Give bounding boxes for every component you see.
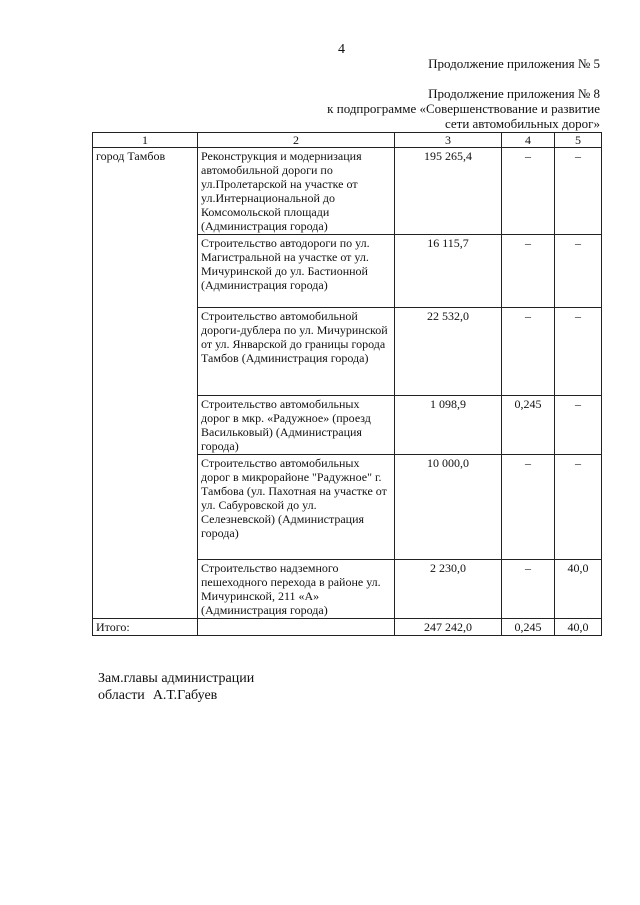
- signature-block: [98, 670, 254, 704]
- row-description: Строительство автомобильной дороги-дублера по ул. Мичуринской от ул. Январской до границы города Тамбов (Администрация города): [198, 308, 395, 396]
- header-subprogram-line1: к подпрограмме «Совершенствование и развитие: [327, 101, 600, 116]
- header-subprogram-line2: сети автомобильных дорог»: [444, 116, 600, 131]
- total-empty-cell: [198, 619, 395, 636]
- row-description: Реконструкция и модернизация автомобильной дороги по ул.Пролетарской на участке от ул.Интернациональной до Комсомольской площади (Администрация города): [198, 148, 395, 235]
- column-header: 4: [502, 133, 555, 148]
- row-value-col3: 1 098,9: [395, 396, 502, 455]
- total-label: Итого:: [93, 619, 198, 636]
- row-value-col4: –: [502, 560, 555, 619]
- program-table: [92, 132, 602, 636]
- column-header: 2: [198, 133, 395, 148]
- total-value-col3: 247 242,0: [395, 619, 502, 636]
- row-value-col3: 10 000,0: [395, 455, 502, 560]
- row-value-col3: 2 230,0: [395, 560, 502, 619]
- row-value-col3: 16 115,7: [395, 235, 502, 308]
- municipality-cell: город Тамбов: [93, 148, 198, 619]
- row-value-col4: –: [502, 308, 555, 396]
- page-number: 4: [338, 42, 345, 57]
- column-header: 1: [93, 133, 198, 148]
- signature-position-line2: области: [98, 688, 145, 703]
- total-row: [93, 619, 602, 636]
- row-value-col4: 0,245: [502, 396, 555, 455]
- header-continuation-8: Продолжение приложения № 8: [428, 86, 600, 101]
- signature-position-line1: Зам.главы администрации: [98, 671, 255, 686]
- header-continuation-8-block: [327, 86, 600, 131]
- row-value-col5: 40,0: [555, 560, 602, 619]
- row-value-col4: –: [502, 148, 555, 235]
- total-value-col5: 40,0: [555, 619, 602, 636]
- row-description: Строительство автомобильных дорог в микрорайоне "Радужное" г. Тамбова (ул. Пахотная на участке от ул. Сабуровской до ул. Селезневской) (Администрация города): [198, 455, 395, 560]
- table-header-row: [93, 133, 602, 148]
- column-header: 3: [395, 133, 502, 148]
- row-value-col5: –: [555, 308, 602, 396]
- column-header: 5: [555, 133, 602, 148]
- row-value-col3: 195 265,4: [395, 148, 502, 235]
- row-value-col4: –: [502, 235, 555, 308]
- row-value-col5: –: [555, 455, 602, 560]
- header-continuation-5: Продолжение приложения № 5: [428, 56, 600, 71]
- signature-name: А.Т.Габуев: [152, 688, 218, 703]
- table-row: [93, 148, 602, 235]
- row-value-col5: –: [555, 148, 602, 235]
- row-description: Строительство автомобильных дорог в мкр. «Радужное» (проезд Васильковый) (Администрация города): [198, 396, 395, 455]
- row-description: Строительство надземного пешеходного перехода в районе ул. Мичуринской, 211 «А» (Администрация города): [198, 560, 395, 619]
- row-description: Строительство автодороги по ул. Магистральной на участке от ул. Мичуринской до ул. Бастионной (Администрация города): [198, 235, 395, 308]
- total-value-col4: 0,245: [502, 619, 555, 636]
- row-value-col5: –: [555, 396, 602, 455]
- signature-line2: [98, 687, 254, 704]
- row-value-col5: –: [555, 235, 602, 308]
- row-value-col4: –: [502, 455, 555, 560]
- row-value-col3: 22 532,0: [395, 308, 502, 396]
